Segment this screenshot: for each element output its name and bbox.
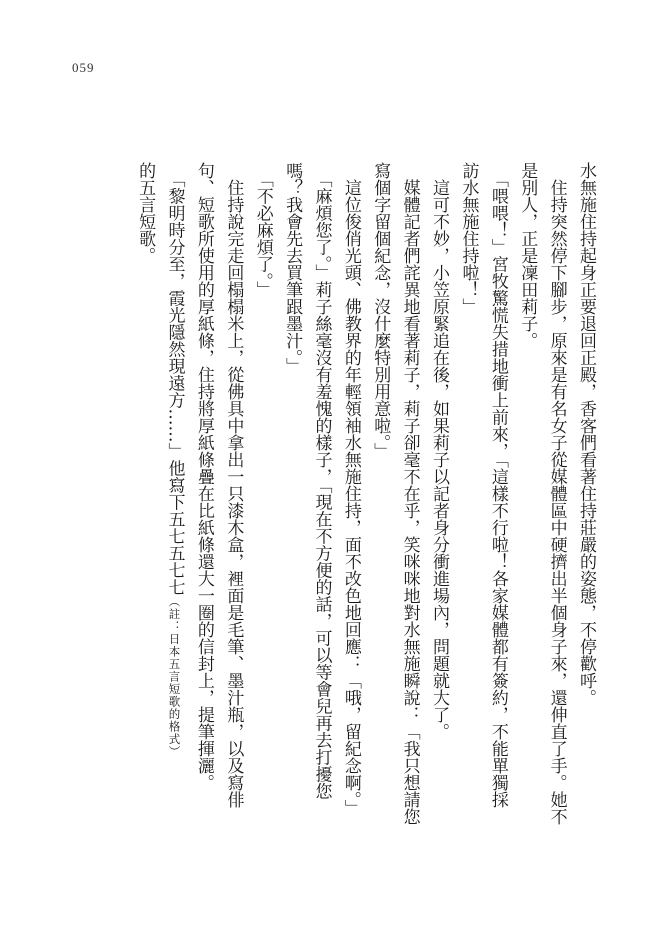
line-text: 住持突然停下腳步，原來是有名女子從媒體區中硬擠出半個身子來，還伸直了手。她不: [546, 162, 567, 825]
line-text: 訪水無施住持啦！」: [458, 162, 479, 315]
footnote: （註：日本五言短歌的格式）: [167, 595, 182, 758]
text-line: [541, 162, 570, 882]
text-line: [482, 162, 511, 882]
text-line: [365, 162, 394, 882]
text-block: [60, 162, 600, 882]
text-line: [571, 162, 600, 882]
line-text: 這位俊俏光頭、佛教界的年輕領袖水無施住持，面不改色地回應：「哦，留紀念啊。」: [340, 162, 361, 817]
text-line: [277, 162, 306, 882]
text-line: [247, 162, 276, 882]
text-line: [394, 162, 423, 882]
text-line: [189, 162, 218, 882]
line-text: 住持說完走回榻榻米上，從佛具中拿出一只漆木盒，裡面是毛筆、墨汁瓶，以及寫俳: [223, 162, 244, 808]
text-line: [512, 162, 541, 882]
line-text: 「黎明時分至，霞光隱然現遠方……」他寫下五七五七七: [164, 162, 185, 596]
line-text: 的五言短歌。: [135, 162, 156, 264]
line-text: 嗎？我會先去買筆跟墨汁。」: [282, 162, 303, 375]
text-line: [218, 162, 247, 882]
line-text: 「不必麻煩了。」: [252, 162, 273, 298]
page-number: 059: [72, 60, 95, 75]
line-text: 「喂喂！」宮牧驚慌失措地衝上前來，「這樣不行啦！各家媒體都有簽約，不能單獨採: [487, 162, 508, 808]
line-text: 寫個字留個紀念，沒什麼特別用意啦。」: [370, 162, 391, 460]
line-text: 水無施住持起身正要退回正殿，香客們看著住持莊嚴的姿態，不停歡呼。: [576, 162, 596, 706]
line-text: 句、短歌所使用的厚紙條，住持將厚紙條疊在比紙條還大一圈的信封上，提筆揮灑。: [193, 162, 214, 791]
text-line: [130, 162, 159, 882]
text-line: [424, 162, 453, 882]
text-line: [453, 162, 482, 882]
line-text: 媒體記者們詫異地看著莉子，莉子卻毫不在乎，笑咪咪地對水無施瞬說：「我只想請您: [399, 162, 420, 825]
text-line: [306, 162, 335, 882]
text-line: [159, 162, 188, 882]
line-text: 這可不妙，小笠原緊追在後，如果莉子以記者身分衝進場內，問題就大了。: [429, 162, 450, 740]
line-text: 「麻煩您了。」莉子絲毫沒有羞愧的樣子，「現在不方便的話，可以等會兒再去打擾您: [311, 162, 332, 800]
line-text: 是別人，正是凜田莉子。: [517, 162, 538, 349]
text-line: [335, 162, 364, 882]
